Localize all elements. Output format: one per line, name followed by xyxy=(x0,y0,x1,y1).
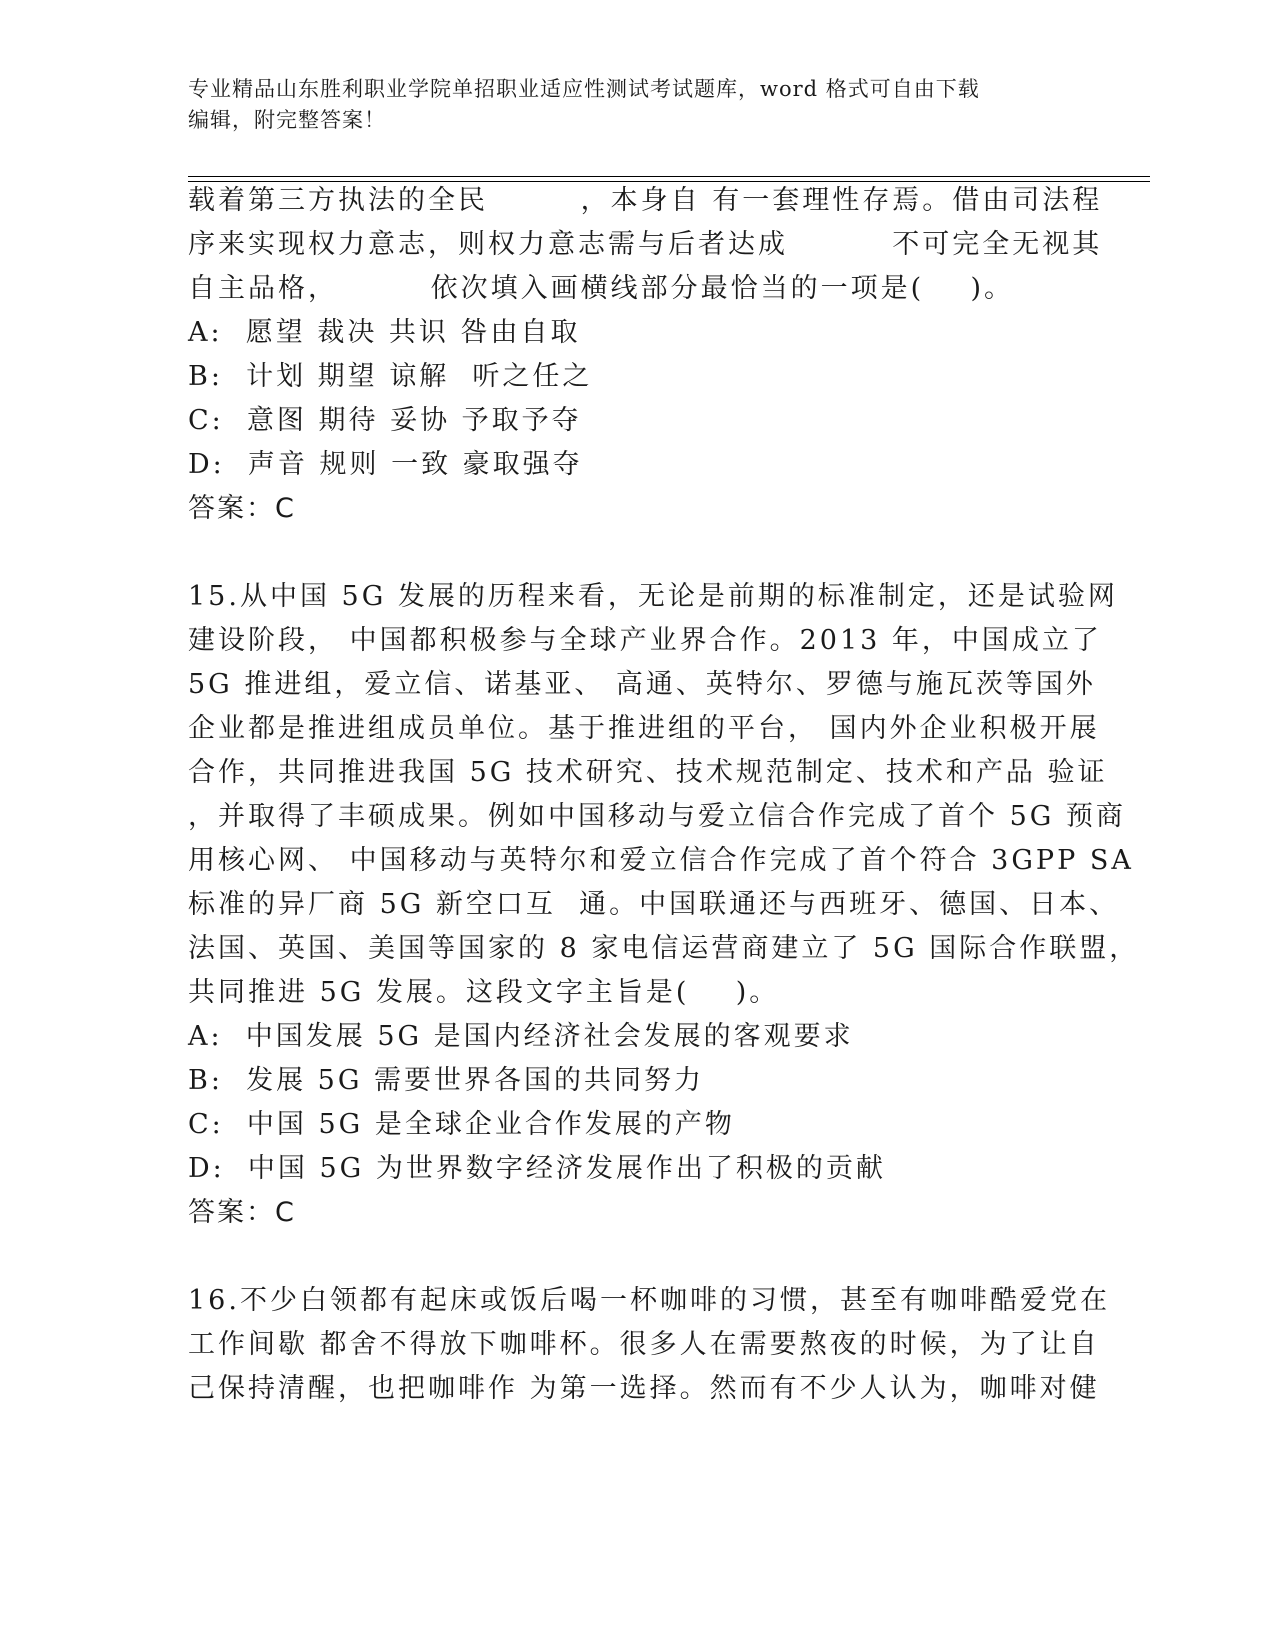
q15-stem-line-5: 合作，共同推进我国 5G 技术研究、技术规范制定、技术和产品 验证 xyxy=(188,757,1108,788)
q15-stem-line-1: 15.从中国 5G 发展的历程来看，无论是前期的标准制定，还是试验网 xyxy=(188,581,1118,612)
q15-stem-line-9: 法国、英国、美国等国家的 8 家电信运营商建立了 5G 国际合作联盟， xyxy=(188,933,1140,964)
q14-option-c: C: 意图 期待 妥协 予取予夺 xyxy=(188,405,582,436)
q15-option-b: B: 发展 5G 需要世界各国的共同努力 xyxy=(188,1065,705,1096)
q14-stem-line-1: 载着第三方执法的全民 ，本身自 有一套理性存焉。借由司法程 xyxy=(188,185,1103,216)
q14-stem-line-2: 序来实现权力意志，则权力意志需与后者达成 不可完全无视其 xyxy=(188,229,1103,260)
q14-answer: 答案：C xyxy=(188,493,296,524)
q15-stem-line-6: ，并取得了丰硕成果。例如中国移动与爱立信合作完成了首个 5G 预商 xyxy=(188,801,1126,832)
q16-stem-line-3: 己保持清醒，也把咖啡作 为第一选择。然而有不少人认为，咖啡对健 xyxy=(188,1373,1100,1404)
q15-stem-line-7: 用核心网、 中国移动与英特尔和爱立信合作完成了首个符合 3GPP SA xyxy=(188,845,1134,876)
q14-option-b: B: 计划 期望 谅解 听之任之 xyxy=(188,361,593,392)
q15-option-d: D: 中国 5G 为世界数字经济发展作出了积极的贡献 xyxy=(188,1153,886,1184)
q16-stem-line-1: 16.不少白领都有起床或饭后喝一杯咖啡的习惯，甚至有咖啡酷爱党在 xyxy=(188,1285,1110,1316)
header-rule-top xyxy=(188,176,1150,177)
q15-stem-line-8: 标准的异厂商 5G 新空口互 通。中国联通还与西班牙、德国、日本、 xyxy=(188,889,1120,920)
header-line-2: 编辑，附完整答案！ xyxy=(188,108,386,132)
q15-stem-line-2: 建设阶段， 中国都积极参与全球产业界合作。2013 年，中国成立了 xyxy=(188,625,1102,656)
q15-stem-line-10: 共同推进 5G 发展。这段文字主旨是( )。 xyxy=(188,977,780,1008)
q15-answer: 答案：C xyxy=(188,1197,296,1228)
header-line-1: 专业精品山东胜利职业学院单招职业适应性测试考试题库，word 格式可自由下载 xyxy=(188,77,980,101)
document-header xyxy=(188,74,1068,136)
q14-option-d: D: 声音 规则 一致 豪取强夺 xyxy=(188,449,583,480)
q14-option-a: A: 愿望 裁决 共识 咎由自取 xyxy=(188,317,581,348)
q16-stem-line-2: 工作间歇 都舍不得放下咖啡杯。很多人在需要熬夜的时候，为了让自 xyxy=(188,1329,1100,1360)
q15-stem-line-4: 企业都是推进组成员单位。基于推进组的平台， 国内外企业积极开展 xyxy=(188,713,1100,744)
q14-stem-line-3: 自主品格， 依次填入画横线部分最恰当的一项是( )。 xyxy=(188,273,1015,304)
q15-stem-line-3: 5G 推进组，爱立信、诺基亚、 高通、英特尔、罗德与施瓦茨等国外 xyxy=(188,669,1096,700)
header-rule-bottom xyxy=(188,181,1150,182)
q15-option-a: A: 中国发展 5G 是国内经济社会发展的客观要求 xyxy=(188,1021,854,1052)
q15-option-c: C: 中国 5G 是全球企业合作发展的产物 xyxy=(188,1109,735,1140)
